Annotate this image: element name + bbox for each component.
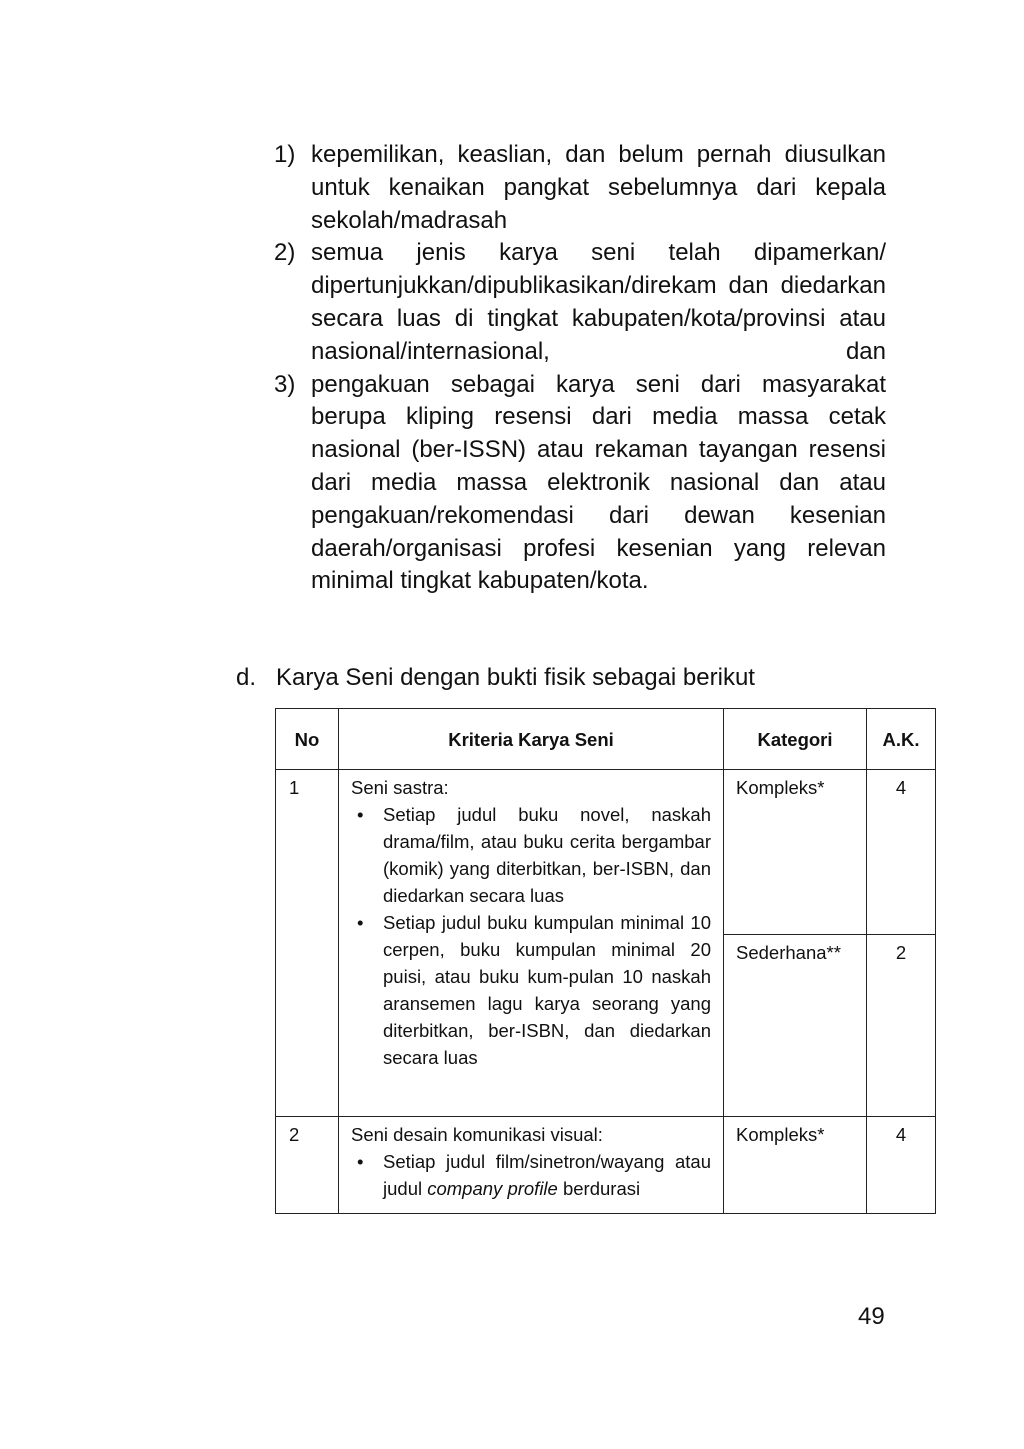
criteria-bullets — [351, 1148, 711, 1202]
bullet-text-italic: company profile — [427, 1178, 558, 1199]
ak-cell: 2 — [867, 935, 936, 1117]
numbered-list — [274, 139, 886, 598]
criteria-title: Seni sastra: — [351, 777, 449, 798]
header-category: Kategori — [724, 709, 867, 770]
bullet-item — [351, 909, 711, 1071]
category-cell: Sederhana** — [724, 935, 867, 1117]
header-criteria: Kriteria Karya Seni — [339, 709, 724, 770]
row-number: 2 — [276, 1117, 339, 1214]
criteria-cell — [339, 1117, 724, 1214]
criteria-title: Seni desain komunikasi visual: — [351, 1124, 603, 1145]
criteria-cell — [339, 770, 724, 1117]
header-ak: A.K. — [867, 709, 936, 770]
bullet-icon: • — [357, 1151, 364, 1172]
section-letter: d. — [236, 664, 257, 691]
table-row — [276, 770, 936, 935]
bullet-icon: • — [357, 804, 364, 825]
header-no: No — [276, 709, 339, 770]
item-text: semua jenis karya seni telah dipamerkan/ dipertunjukkan/dipublikasikan/direkam dan diedarkan secara luas di tingkat kabupaten/kota/provinsi atau nasional/internasional, dan — [311, 239, 886, 365]
item-text: kepemilikan, keaslian, dan belum pernah diusulkan untuk kenaikan pangkat sebelumnya dari kepala sekolah/madrasah — [311, 141, 886, 234]
category-cell: Kompleks* — [724, 1117, 867, 1214]
ak-cell: 4 — [867, 770, 936, 935]
bullet-text — [383, 1148, 711, 1202]
bullet-text-prefix: Setiap judul film/sinetron/wayang atau judul — [383, 1151, 711, 1199]
item-text: pengakuan sebagai karya seni dari masyarakat berupa kliping resensi dari media massa cetak nasional (ber-ISSN) atau rekaman tayangan resensi dari media massa elektronik nasional dan atau pengakuan/rekomendasi dari dewan kesenian daerah/organisasi profesi kesenian yang relevan minimal tingkat kabupaten/kota. — [311, 370, 886, 595]
bullet-text: Setiap judul buku kumpulan minimal 10 cerpen, buku kumpulan minimal 20 puisi, atau buku kum-pulan 10 naskah aransemen lagu karya seorang yang diterbitkan, ber-ISBN, dan diedarkan secara luas — [383, 912, 711, 1068]
list-item — [274, 237, 886, 368]
ak-cell: 4 — [867, 1117, 936, 1214]
row-number: 1 — [276, 770, 339, 1117]
item-number: 1) — [274, 141, 296, 168]
item-number: 3) — [274, 370, 296, 398]
bullet-text: Setiap judul buku novel, naskah drama/film, atau buku cerita bergambar (komik) yang diterbitkan, ber-ISBN, dan diedarkan secara luas — [383, 804, 711, 906]
section-title: Karya Seni dengan bukti fisik sebagai berikut — [276, 664, 755, 691]
list-item — [274, 139, 886, 237]
bullet-icon: • — [357, 912, 364, 933]
criteria-bullets — [351, 801, 711, 1071]
item-number: 2) — [274, 239, 296, 267]
bullet-item — [351, 1148, 711, 1202]
bullet-item — [351, 801, 711, 909]
table-header-row — [276, 709, 936, 770]
list-item — [274, 369, 886, 599]
category-cell: Kompleks* — [724, 770, 867, 935]
criteria-table — [275, 708, 936, 1214]
bullet-text-suffix: berdurasi — [557, 1178, 641, 1199]
page-number: 49 — [858, 1303, 885, 1330]
section-heading — [236, 662, 755, 694]
table-row — [276, 1117, 936, 1214]
